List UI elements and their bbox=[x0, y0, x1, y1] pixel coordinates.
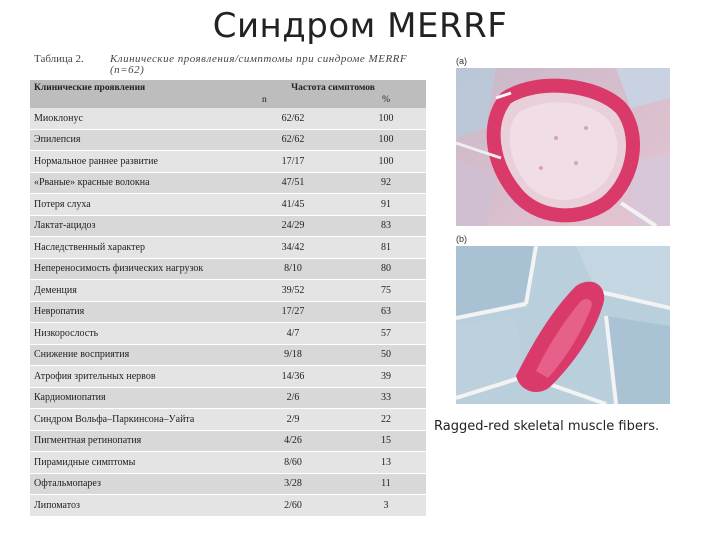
cell-count: 24/29 bbox=[240, 215, 346, 237]
symptoms-table-block bbox=[30, 54, 426, 517]
header-n: n bbox=[262, 95, 267, 105]
cell-count: 3/28 bbox=[240, 473, 346, 495]
micrograph-panels bbox=[456, 54, 670, 404]
cell-symptom: Кардиомиопатия bbox=[30, 387, 240, 409]
cell-percent: 92 bbox=[346, 172, 426, 194]
cell-symptom: Пирамидные симптомы bbox=[30, 452, 240, 474]
cell-symptom: Наследственный характер bbox=[30, 237, 240, 259]
table-row bbox=[30, 473, 426, 495]
cell-symptom: Непереносимость физических нагрузок bbox=[30, 258, 240, 280]
cell-percent: 100 bbox=[346, 151, 426, 173]
cell-count: 62/62 bbox=[240, 108, 346, 129]
cell-symptom: Эпилепсия bbox=[30, 129, 240, 151]
cell-percent: 13 bbox=[346, 452, 426, 474]
cell-count: 39/52 bbox=[240, 280, 346, 302]
cell-count: 17/17 bbox=[240, 151, 346, 173]
table-row bbox=[30, 452, 426, 474]
cell-count: 8/10 bbox=[240, 258, 346, 280]
cell-percent: 22 bbox=[346, 409, 426, 431]
table-row bbox=[30, 366, 426, 388]
cell-percent: 39 bbox=[346, 366, 426, 388]
panel-b-label: (b) bbox=[456, 234, 467, 244]
cell-count: 41/45 bbox=[240, 194, 346, 216]
cell-count: 4/26 bbox=[240, 430, 346, 452]
cell-symptom: Пигментная ретинопатия bbox=[30, 430, 240, 452]
table-row bbox=[30, 129, 426, 151]
table-row bbox=[30, 280, 426, 302]
cell-symptom: Липоматоз bbox=[30, 495, 240, 517]
cell-percent: 33 bbox=[346, 387, 426, 409]
cell-count: 8/60 bbox=[240, 452, 346, 474]
table-row bbox=[30, 495, 426, 517]
cell-count: 34/42 bbox=[240, 237, 346, 259]
cell-symptom: Невропатия bbox=[30, 301, 240, 323]
cell-count: 2/60 bbox=[240, 495, 346, 517]
cell-count: 14/36 bbox=[240, 366, 346, 388]
cell-percent: 91 bbox=[346, 194, 426, 216]
header-frequency: Частота симптомов n % bbox=[240, 80, 426, 108]
cell-symptom: Деменция bbox=[30, 280, 240, 302]
cell-percent: 80 bbox=[346, 258, 426, 280]
table-row bbox=[30, 409, 426, 431]
cell-symptom: Офтальмопарез bbox=[30, 473, 240, 495]
cell-symptom: Лактат-ацидоз bbox=[30, 215, 240, 237]
cell-count: 17/27 bbox=[240, 301, 346, 323]
table-caption-text: Клинические проявления/симптомы при синдроме MERRF (n=62) bbox=[110, 53, 408, 76]
table-row bbox=[30, 323, 426, 345]
table-row bbox=[30, 172, 426, 194]
table-row bbox=[30, 301, 426, 323]
cell-symptom: Снижение восприятия bbox=[30, 344, 240, 366]
table-row bbox=[30, 108, 426, 129]
cell-percent: 57 bbox=[346, 323, 426, 345]
table-row bbox=[30, 194, 426, 216]
table-caption bbox=[30, 54, 426, 80]
table-row bbox=[30, 237, 426, 259]
table-row bbox=[30, 430, 426, 452]
panel-a-label: (a) bbox=[456, 56, 467, 66]
micrograph-b bbox=[456, 246, 670, 404]
table-row bbox=[30, 258, 426, 280]
cell-symptom: «Рваные» красные волокна bbox=[30, 172, 240, 194]
cell-percent: 75 bbox=[346, 280, 426, 302]
cell-count: 4/7 bbox=[240, 323, 346, 345]
table-row bbox=[30, 387, 426, 409]
table-row bbox=[30, 344, 426, 366]
table-header-row bbox=[30, 80, 426, 108]
cell-percent: 100 bbox=[346, 108, 426, 129]
micrograph-a bbox=[456, 68, 670, 226]
header-percent: % bbox=[382, 95, 390, 105]
cell-symptom: Атрофия зрительных нервов bbox=[30, 366, 240, 388]
cell-percent: 3 bbox=[346, 495, 426, 517]
symptoms-table bbox=[30, 80, 426, 517]
cell-percent: 50 bbox=[346, 344, 426, 366]
cell-count: 2/6 bbox=[240, 387, 346, 409]
cell-symptom: Синдром Вольфа–Паркинсона–Уайта bbox=[30, 409, 240, 431]
cell-percent: 100 bbox=[346, 129, 426, 151]
cell-symptom: Низкорослость bbox=[30, 323, 240, 345]
cell-symptom: Потеря слуха bbox=[30, 194, 240, 216]
slide-title: Синдром MERRF bbox=[212, 6, 508, 46]
cell-count: 9/18 bbox=[240, 344, 346, 366]
table-label: Таблица 2. bbox=[34, 53, 84, 65]
table-row bbox=[30, 151, 426, 173]
header-symptom: Клинические проявления bbox=[30, 80, 240, 108]
cell-percent: 81 bbox=[346, 237, 426, 259]
image-caption: Ragged-red skeletal muscle fibers. bbox=[434, 419, 660, 434]
cell-percent: 83 bbox=[346, 215, 426, 237]
table-row bbox=[30, 215, 426, 237]
cell-percent: 63 bbox=[346, 301, 426, 323]
cell-symptom: Нормальное раннее развитие bbox=[30, 151, 240, 173]
cell-count: 47/51 bbox=[240, 172, 346, 194]
cell-count: 2/9 bbox=[240, 409, 346, 431]
cell-count: 62/62 bbox=[240, 129, 346, 151]
cell-percent: 15 bbox=[346, 430, 426, 452]
cell-symptom: Миоклонус bbox=[30, 108, 240, 129]
cell-percent: 11 bbox=[346, 473, 426, 495]
